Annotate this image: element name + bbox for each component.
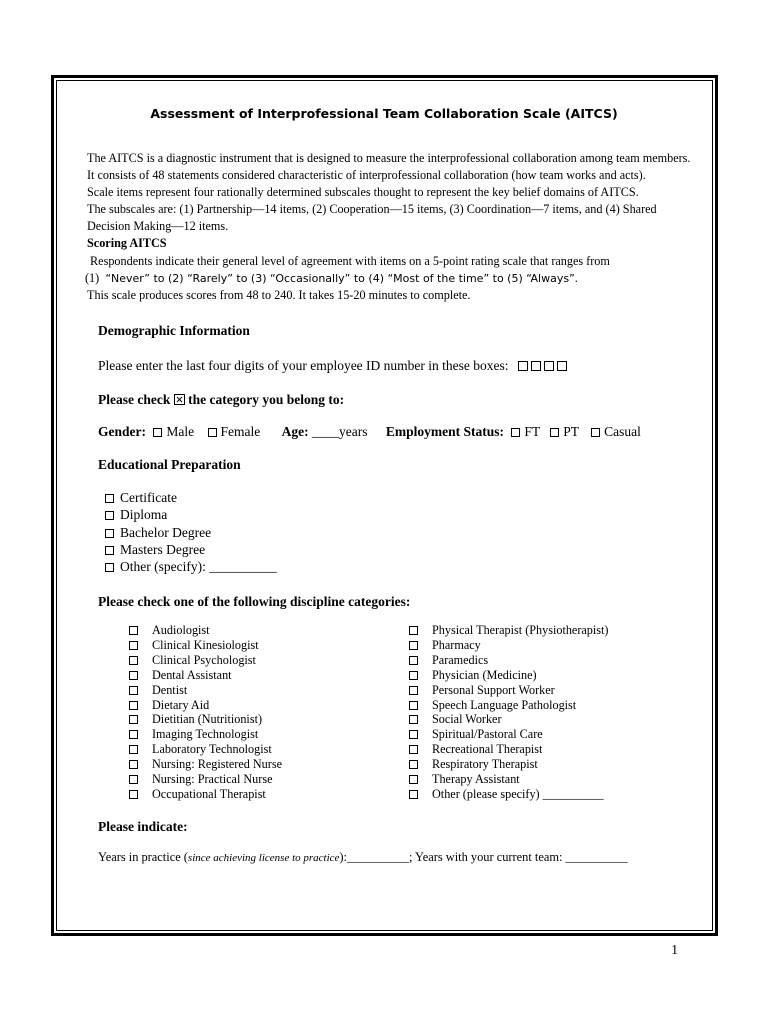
discipline-checkbox[interactable] <box>129 775 138 784</box>
discipline-option <box>129 623 282 638</box>
discipline-option-label: Recreational Therapist <box>432 742 543 757</box>
intro-line: Scale items represent four rationally determined subscales thought to represent the key belief domains of AITCS. <box>87 185 639 200</box>
discipline-option-label: Pharmacy <box>432 637 481 652</box>
discipline-option <box>129 787 282 802</box>
discipline-option <box>409 623 608 638</box>
discipline-checkbox[interactable] <box>409 715 418 724</box>
years-fields[interactable]: ):__________; Years with your current team: __________ <box>339 850 628 864</box>
education-checkbox[interactable] <box>105 563 114 572</box>
discipline-option <box>129 638 282 653</box>
discipline-checkbox[interactable] <box>409 686 418 695</box>
discipline-checkbox[interactable] <box>129 730 138 739</box>
education-option <box>105 489 277 506</box>
demographic-heading: Demographic Information <box>98 323 250 338</box>
education-option <box>105 506 277 523</box>
discipline-option <box>129 727 282 742</box>
discipline-option <box>409 727 608 742</box>
years-practice-note: since achieving license to practice <box>187 852 340 864</box>
indicate-heading: Please indicate: <box>98 819 188 834</box>
employment-pt-checkbox[interactable] <box>550 428 559 437</box>
discipline-checkbox[interactable] <box>409 790 418 799</box>
employment-casual-checkbox[interactable] <box>591 428 600 437</box>
discipline-checkbox[interactable] <box>129 715 138 724</box>
discipline-option <box>409 668 608 683</box>
discipline-checkbox[interactable] <box>129 701 138 710</box>
discipline-checkbox[interactable] <box>129 760 138 769</box>
education-option-label: Diploma <box>120 507 168 523</box>
discipline-checkbox[interactable] <box>129 641 138 650</box>
discipline-option-label: Physician (Medicine) <box>432 667 537 682</box>
discipline-option-label: Dental Assistant <box>152 667 232 682</box>
employee-id-boxes[interactable] <box>518 359 570 375</box>
discipline-option-label: Paramedics <box>432 652 489 667</box>
discipline-option-label: Clinical Kinesiologist <box>152 637 259 652</box>
discipline-option-label: Laboratory Technologist <box>152 742 272 757</box>
discipline-option <box>409 683 608 698</box>
category-prompt-before: Please check <box>98 392 171 407</box>
discipline-option <box>409 757 608 772</box>
scoring-scale-values: “Never” to (2) “Rarely” to (3) “Occasionally” to (4) “Most of the time” to (5) “Always” <box>105 271 575 285</box>
intro-line: The AITCS is a diagnostic instrument that is designed to measure the interprofessional collaboration among team members. <box>87 151 691 165</box>
discipline-option-label: Dietitian (Nutritionist) <box>152 712 263 727</box>
employee-id-row <box>98 358 570 375</box>
discipline-option-label: Social Worker <box>432 712 502 727</box>
age-field[interactable]: ____years <box>312 424 368 439</box>
scoring-scale-line <box>85 270 727 287</box>
intro-text <box>87 150 727 304</box>
discipline-option-label: Occupational Therapist <box>152 786 266 801</box>
discipline-checkbox[interactable] <box>409 760 418 769</box>
discipline-option <box>409 638 608 653</box>
employee-id-prompt: Please enter the last four digits of your employee ID number in these boxes: <box>98 358 509 373</box>
discipline-option-label: Speech Language Pathologist <box>432 697 577 712</box>
education-checkbox[interactable] <box>105 546 114 555</box>
discipline-option <box>409 653 608 668</box>
discipline-option-label: Personal Support Worker <box>432 682 555 697</box>
education-checkbox[interactable] <box>105 529 114 538</box>
education-options <box>105 489 277 575</box>
discipline-option-label: Respiratory Therapist <box>432 757 538 772</box>
years-practice-label: Years in practice ( <box>98 850 188 864</box>
discipline-option-label: Nursing: Registered Nurse <box>152 757 282 772</box>
document-title: Assessment of Interprofessional Team Collaboration Scale (AITCS) <box>150 106 618 121</box>
discipline-checkbox[interactable] <box>129 745 138 754</box>
education-option <box>105 541 277 558</box>
discipline-checkbox[interactable] <box>129 671 138 680</box>
discipline-option-label: Physical Therapist (Physiotherapist) <box>432 623 609 637</box>
education-checkbox[interactable] <box>105 494 114 503</box>
discipline-option <box>129 683 282 698</box>
education-option-label: Certificate <box>120 490 177 505</box>
discipline-option <box>409 712 608 727</box>
gender-age-employment-row <box>98 424 641 440</box>
discipline-option <box>129 742 282 757</box>
gender-label: Gender: <box>98 424 146 439</box>
employment-pt-label: PT <box>563 424 579 439</box>
discipline-option <box>129 668 282 683</box>
education-option <box>105 558 277 575</box>
gender-male-label: Male <box>166 424 195 439</box>
discipline-option <box>129 757 282 772</box>
employment-ft-checkbox[interactable] <box>511 428 520 437</box>
discipline-option <box>409 742 608 757</box>
discipline-option-label: Dietary Aid <box>152 697 210 712</box>
discipline-checkbox[interactable] <box>409 775 418 784</box>
scoring-line: This scale produces scores from 48 to 240. It takes 15-20 minutes to complete. <box>87 287 471 302</box>
category-prompt-after: the category you belong to: <box>188 392 345 407</box>
discipline-checkbox[interactable] <box>129 626 138 635</box>
discipline-option <box>409 772 608 787</box>
discipline-checkbox[interactable] <box>409 671 418 680</box>
discipline-heading: Please check one of the following discipline categories: <box>98 594 411 609</box>
scoring-heading: Scoring AITCS <box>87 236 167 251</box>
gender-male-checkbox[interactable] <box>153 428 162 437</box>
discipline-option-label: Spiritual/Pastoral Care <box>432 727 543 742</box>
employment-label: Employment Status: <box>385 424 504 439</box>
discipline-option-label: Clinical Psychologist <box>152 652 256 667</box>
education-option-label: Bachelor Degree <box>120 524 212 540</box>
discipline-option-label: Therapy Assistant <box>432 772 520 787</box>
discipline-option-label: Imaging Technologist <box>152 727 259 742</box>
discipline-option <box>129 698 282 713</box>
education-option-label: Other (specify): __________ <box>120 559 277 575</box>
intro-line: It consists of 48 statements considered characteristic of interprofessional collaboration (how team works and acts). <box>87 168 646 183</box>
discipline-option <box>129 653 282 668</box>
age-label: Age: <box>281 424 309 439</box>
discipline-option-label: Dentist <box>152 682 188 697</box>
gender-female-label: Female <box>220 424 261 439</box>
gender-female-checkbox[interactable] <box>208 428 217 437</box>
discipline-checkbox[interactable] <box>409 730 418 739</box>
discipline-option-label: Other (please specify) __________ <box>432 786 604 801</box>
education-heading: Educational Preparation <box>98 457 241 472</box>
discipline-option-label: Audiologist <box>152 623 210 637</box>
employee-id-digit-box[interactable] <box>544 361 554 371</box>
discipline-checkbox[interactable] <box>409 701 418 710</box>
scoring-scale-prefix: (1) <box>85 270 106 285</box>
employment-ft-label: FT <box>524 424 540 439</box>
education-option-label: Masters Degree <box>120 541 206 557</box>
discipline-option <box>129 772 282 787</box>
discipline-option <box>409 698 608 713</box>
discipline-option-label: Nursing: Practical Nurse <box>152 772 273 787</box>
discipline-option <box>409 787 608 802</box>
years-row <box>98 850 627 865</box>
education-checkbox[interactable] <box>105 511 114 520</box>
employee-id-digit-box[interactable] <box>557 361 567 371</box>
discipline-checkbox[interactable] <box>129 686 138 695</box>
discipline-checkbox[interactable] <box>129 656 138 665</box>
discipline-checkbox[interactable] <box>409 745 418 754</box>
employee-id-digit-box[interactable] <box>531 361 541 371</box>
discipline-checkbox[interactable] <box>409 641 418 650</box>
discipline-checkbox[interactable] <box>129 790 138 799</box>
employment-casual-label: Casual <box>604 424 641 439</box>
education-option <box>105 524 277 541</box>
category-prompt <box>98 392 344 408</box>
discipline-checkbox[interactable] <box>409 656 418 665</box>
discipline-list-left <box>129 623 282 802</box>
discipline-checkbox[interactable] <box>409 626 418 635</box>
scoring-scale-suffix: . <box>574 270 578 285</box>
page-number: 1 <box>671 942 678 957</box>
employee-id-digit-box[interactable] <box>518 361 528 371</box>
checked-box-icon <box>174 394 185 405</box>
intro-line: Decision Making—12 items. <box>87 219 229 234</box>
discipline-option <box>129 712 282 727</box>
discipline-list-right <box>409 623 608 802</box>
scoring-line: Respondents indicate their general level of agreement with items on a 5-point rating scale that ranges from <box>87 253 610 268</box>
intro-line: The subscales are: (1) Partnership—14 items, (2) Cooperation—15 items, (3) Coordination—7 items, and (4) Shared <box>87 202 657 217</box>
